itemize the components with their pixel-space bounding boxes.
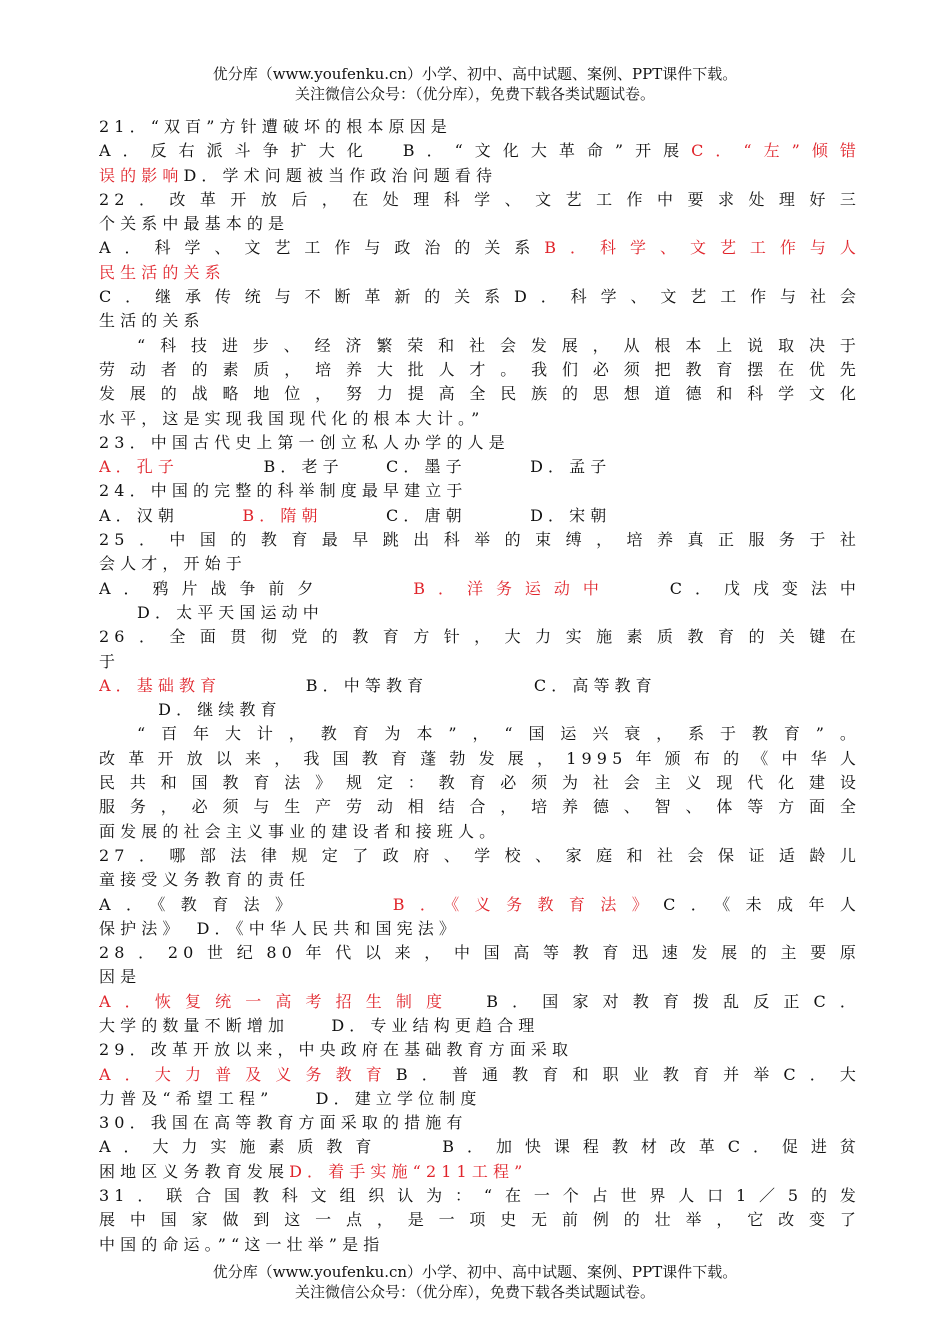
text-line — [99, 820, 861, 844]
text-line — [99, 1038, 861, 1062]
question-text: B．老子 C．墨子 D．孟子 — [179, 457, 612, 477]
question-text: 民共和国教育法》规定：教育必须为社会主义现代化建设 — [99, 773, 861, 793]
question-text: 23．中国古代史上第一创立私人办学的人是 — [99, 432, 510, 452]
text-line — [99, 601, 861, 625]
answer-text: 误的影响 — [99, 165, 184, 185]
question-text: 困地区义务教育发展 — [99, 1161, 290, 1181]
question-text: 24．中国的完整的科举制度最早建立于 — [99, 481, 468, 501]
text-line — [99, 1014, 861, 1038]
answer-text: C．“左”倾错 — [691, 141, 861, 161]
text-line — [99, 917, 861, 941]
question-text: D．继续教育 — [137, 700, 282, 720]
text-line — [99, 650, 861, 674]
text-line — [99, 893, 861, 917]
text-line — [99, 577, 861, 601]
question-text: C．《未成年人 — [663, 894, 861, 914]
question-text: 力普及“希望工程” D．建立学位制度 — [99, 1088, 482, 1108]
text-line — [99, 1063, 861, 1087]
question-text: A．反右派斗争扩大化 B．“文化大革命”开展 — [99, 141, 692, 161]
page-footer — [0, 1262, 950, 1302]
text-line — [99, 261, 861, 285]
text-line — [99, 844, 861, 868]
answer-text: 民生活的关系 — [99, 262, 226, 282]
question-text: 大学的数量不断增加 D．专业结构更趋合理 — [99, 1015, 540, 1035]
question-text: 展中国家做到这一点，是一项史无前例的壮举，它改变了 — [99, 1210, 861, 1230]
question-text: “科技进步、经济繁荣和社会发展，从根本上说取决于 — [137, 335, 861, 355]
text-line — [99, 795, 861, 819]
question-text: 面发展的社会主义事业的建设者和接班人。 — [99, 821, 501, 841]
question-text: 30．我国在高等教育方面采取的措施有 — [99, 1113, 468, 1133]
answer-text: B．洋务运动中 — [413, 578, 612, 598]
question-text: 会人才，开始于 — [99, 554, 247, 574]
text-line — [99, 285, 861, 309]
question-text: A．大力实施素质教育 B．加快课程教材改革C．促进贫 — [99, 1137, 861, 1157]
answer-text: B．隋朝 — [242, 505, 323, 525]
question-text: 22．改革开放后，在处理科学、文艺工作中要求处理好三 — [99, 189, 861, 209]
text-line — [99, 1111, 861, 1135]
text-line — [99, 431, 861, 455]
text-line — [99, 139, 861, 163]
question-text: 水平，这是实现我国现代化的根本大计。” — [99, 408, 485, 428]
question-text: 中国的命运。”“这一壮举”是指 — [99, 1234, 385, 1254]
question-text: B．中等教育 C．高等教育 — [221, 675, 657, 695]
text-line — [99, 358, 861, 382]
text-line — [99, 674, 861, 698]
text-line — [99, 212, 861, 236]
question-text: 29．改革开放以来，中央政府在基础教育方面采取 — [99, 1040, 574, 1060]
question-text: 于 — [99, 651, 121, 671]
text-line — [99, 382, 861, 406]
footer-line-2: 关注微信公众号：（优分库），免费下载各类试题试卷。 — [294, 1283, 655, 1301]
text-line — [99, 334, 861, 358]
text-line — [99, 990, 861, 1014]
text-line — [99, 479, 861, 503]
text-line — [99, 722, 861, 746]
question-text: A．科学、文艺工作与政治的关系 — [99, 238, 545, 258]
question-text: 发展的战略地位，努力提高全民族的思想道德和科学文化 — [99, 384, 861, 404]
text-line — [99, 698, 861, 722]
text-line — [99, 188, 861, 212]
question-text: B．普通教育和职业教育并举C．大 — [395, 1064, 861, 1084]
text-line — [99, 1087, 861, 1111]
question-text: “百年大计，教育为本”，“国运兴衰，系于教育”。 — [137, 724, 861, 744]
question-text: 改革开放以来，我国教育蓬勃发展，1995年颁布的《中华人 — [99, 748, 861, 768]
text-line — [99, 504, 861, 528]
question-text: A．汉朝 — [99, 505, 243, 525]
answer-text: A．大力普及义务教育 — [99, 1064, 396, 1084]
question-text: 服务，必须与生产劳动相结合，培养德、智、体等方面全 — [99, 797, 861, 817]
question-text: 保护法》 D．《中华人民共和国宪法》 — [99, 918, 460, 938]
question-text: 31．联合国教科文组织认为：“在一个占世界人口1／5的发 — [99, 1186, 861, 1206]
text-line — [99, 771, 861, 795]
question-text: A．鸦片战争前夕 — [99, 578, 414, 598]
question-text: 个关系中最基本的是 — [99, 214, 290, 234]
text-line — [99, 528, 861, 552]
answer-text: B．《义务教育法》 — [392, 894, 664, 914]
answer-text: A．基础教育 — [99, 675, 222, 695]
question-text: 生活的关系 — [99, 311, 205, 331]
question-text: 26．全面贯彻党的教育方针，大力实施素质教育的关键在 — [99, 627, 861, 647]
text-line — [99, 236, 861, 260]
text-line — [99, 1233, 861, 1257]
page-header — [0, 64, 950, 104]
question-text: A．《教育法》 — [99, 894, 393, 914]
question-text: 童接受义务教育的责任 — [99, 870, 311, 890]
question-text: D．太平天国运动中 — [137, 602, 324, 622]
question-text: C．戊戌变法中 — [611, 578, 861, 598]
answer-text: A．恢复统一高考招生制度 — [99, 991, 457, 1011]
text-line — [99, 625, 861, 649]
text-line — [99, 868, 861, 892]
header-line-1: 优分库（www.youfenku.cn）小学、初中、高中试题、案例、PPT课件下载。 — [212, 65, 738, 83]
question-text: C．继承传统与不断革新的关系D．科学、文艺工作与社会 — [99, 287, 861, 307]
text-line — [99, 309, 861, 333]
question-text: 27．哪部法律规定了政府、学校、家庭和社会保证适龄儿 — [99, 845, 861, 865]
question-text: 因是 — [99, 967, 142, 987]
answer-text: B．科学、文艺工作与人 — [544, 238, 861, 258]
text-line — [99, 1160, 861, 1184]
text-line — [99, 747, 861, 771]
question-text: 28．20世纪80年代以来，中国高等教育迅速发展的主要原 — [99, 943, 861, 963]
question-text: B．国家对教育拨乱反正C． — [456, 991, 861, 1011]
question-text: 25．中国的教育最早跳出科举的束缚，培养真正服务于社 — [99, 530, 861, 550]
answer-text: D．着手实施“211工程” — [289, 1161, 528, 1181]
question-text: 劳动者的素质，培养大批人才。我们必须把教育摆在优先 — [99, 359, 861, 379]
document-body — [99, 115, 861, 1257]
text-line — [99, 455, 861, 479]
text-line — [99, 407, 861, 431]
answer-text: A．孔子 — [99, 457, 180, 477]
footer-line-1: 优分库（www.youfenku.cn）小学、初中、高中试题、案例、PPT课件下载。 — [212, 1263, 738, 1281]
text-line — [99, 965, 861, 989]
text-line — [99, 1135, 861, 1159]
question-text: C．唐朝 D．宋朝 — [322, 505, 612, 525]
text-line — [99, 552, 861, 576]
text-line — [99, 164, 861, 188]
question-text: D．学术问题被当作政治问题看待 — [183, 165, 498, 185]
text-line — [99, 1208, 861, 1232]
question-text: 21．“双百”方针遭破坏的根本原因是 — [99, 117, 452, 136]
header-line-2: 关注微信公众号：（优分库），免费下载各类试题试卷。 — [294, 85, 655, 103]
text-line — [99, 1184, 861, 1208]
text-line — [99, 941, 861, 965]
text-line — [99, 115, 861, 139]
